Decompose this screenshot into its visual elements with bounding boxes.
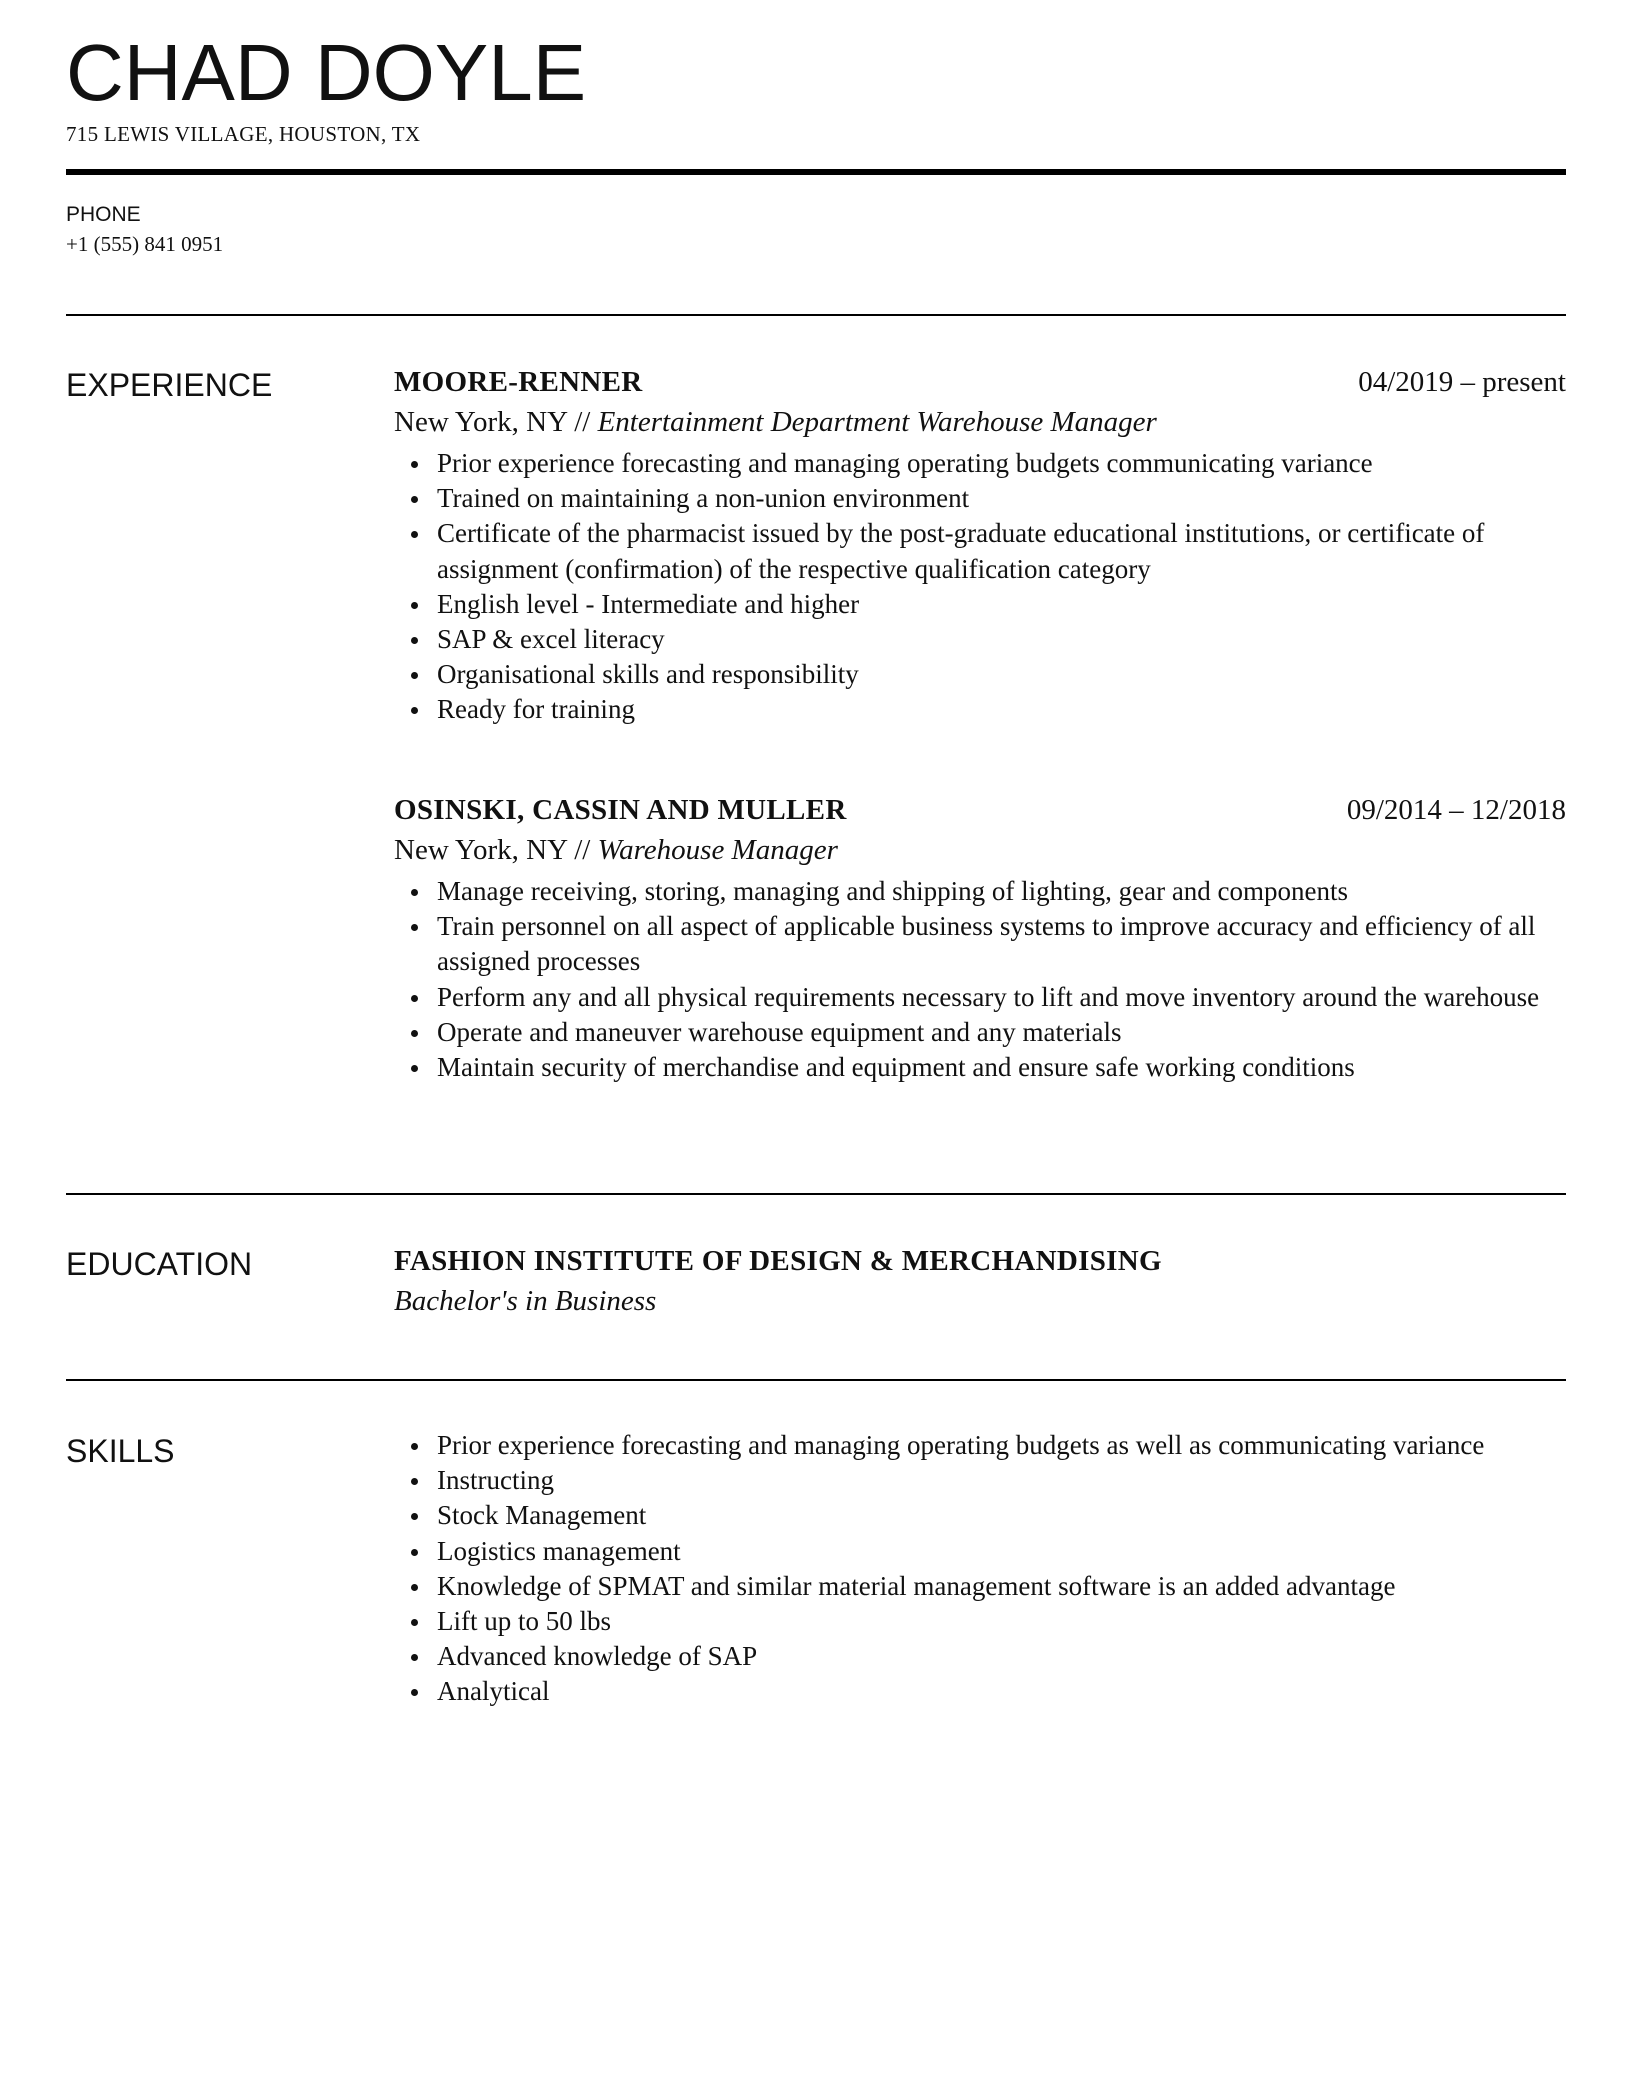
job-location: New York, NY [394,406,567,438]
skill-item [394,1428,1566,1463]
bullet-dot [411,496,418,503]
bullet-dot [411,1654,418,1661]
job-separator: // [566,834,598,866]
job-bullet [394,692,1566,727]
job-title: Entertainment Department Warehouse Manager [597,406,1157,438]
skill-text: Logistics management [437,1535,681,1566]
job-title: Warehouse Manager [597,834,838,866]
bullet-text: Certificate of the pharmacist issued by the post-graduate educational institutions, or certificate of assignment (confirmation) of the respective qualification category [437,518,1485,584]
bullet-dot [411,1549,418,1556]
skill-item [394,1674,1566,1709]
skill-item [394,1604,1566,1639]
job-subline [394,830,1566,870]
bullet-text: SAP & excel literacy [437,624,665,655]
candidate-address: 715 LEWIS VILLAGE, HOUSTON, TX [66,122,421,146]
job-header [394,362,1566,402]
skill-item [394,1534,1566,1569]
skill-text: Stock Management [437,1500,647,1531]
bullet-dot [411,637,418,644]
bullet-dot [411,531,418,538]
job-bullet-list [394,874,1566,1085]
job-bullet [394,481,1566,516]
section-divider-skills [66,1379,1566,1381]
skill-text: Knowledge of SPMAT and similar material management software is an added advantage [437,1570,1396,1601]
skill-item [394,1463,1566,1498]
education-degree: Bachelor's in Business [394,1285,657,1317]
bullet-dot [411,995,418,1002]
job-subline [394,402,1566,442]
skill-text: Advanced knowledge of SAP [437,1641,758,1672]
bullet-text: Manage receiving, storing, managing and shipping of lighting, gear and components [437,876,1349,906]
bullet-text: Prior experience forecasting and managing operating budgets communicating variance [437,448,1373,478]
job-dates: 09/2014 – 12/2018 [1346,794,1566,826]
job-bullet [394,1015,1566,1050]
job-bullet [394,909,1566,979]
education-school: FASHION INSTITUTE OF DESIGN & MERCHANDISING [394,1245,1162,1277]
section-divider-experience [66,314,1566,316]
job-location: New York, NY [394,834,567,866]
section-divider-education [66,1193,1566,1195]
job-separator: // [566,406,598,438]
bullet-text: Perform any and all physical requirements necessary to lift and move inventory around the warehouse [437,981,1540,1012]
bullet-dot [411,924,418,931]
bullet-text: Operate and maneuver warehouse equipment and any materials [437,1016,1122,1047]
skill-text: Instructing [437,1465,554,1496]
job-entry [394,790,1566,1085]
bullet-text: Ready for training [437,694,635,725]
job-bullet [394,874,1566,909]
bullet-dot [411,1584,418,1591]
bullet-dot [411,1478,418,1485]
skill-item [394,1639,1566,1674]
bullet-dot [411,1443,418,1450]
job-bullet [394,516,1566,586]
bullet-text: English level - Intermediate and higher [437,588,860,619]
skill-item [394,1498,1566,1533]
education-heading: EDUCATION [66,1246,253,1282]
job-company: OSINSKI, CASSIN AND MULLER [394,794,847,826]
bullet-dot [411,1689,418,1696]
bullet-dot [411,889,418,896]
job-bullet [394,1050,1566,1085]
bullet-dot [411,707,418,714]
job-bullet [394,657,1566,692]
skill-text: Prior experience forecasting and managing operating budgets as well as communicating variance [437,1430,1485,1460]
skills-entry [394,1428,1566,1710]
bullet-dot [411,461,418,468]
experience-heading: EXPERIENCE [66,367,273,403]
bullet-dot [411,1065,418,1072]
candidate-name: CHAD DOYLE [66,28,587,117]
bullet-dot [411,1619,418,1626]
skills-heading: SKILLS [66,1433,175,1469]
phone-label: PHONE [66,203,141,226]
skill-item [394,1569,1566,1604]
bullet-dot [411,1513,418,1520]
education-entry [394,1241,1566,1321]
header-divider [66,169,1566,175]
job-company: MOORE-RENNER [394,366,643,398]
skills-list [394,1428,1566,1710]
bullet-dot [411,1030,418,1037]
job-dates: 04/2019 – present [1358,366,1566,398]
bullet-text: Maintain security of merchandise and equipment and ensure safe working conditions [437,1052,1355,1083]
job-entry [394,362,1566,728]
job-header [394,790,1566,830]
skill-text: Analytical [437,1676,550,1707]
skill-text: Lift up to 50 lbs [437,1606,611,1637]
job-bullet-list [394,446,1566,728]
bullet-dot [411,602,418,609]
bullet-text: Trained on maintaining a non-union environment [437,483,970,514]
job-bullet [394,446,1566,481]
job-bullet [394,980,1566,1015]
bullet-text: Train personnel on all aspect of applicable business systems to improve accuracy and efficiency of all assigned processes [437,911,1536,977]
bullet-text: Organisational skills and responsibility [437,659,859,690]
bullet-dot [411,672,418,679]
job-bullet [394,622,1566,657]
job-bullet [394,587,1566,622]
phone-value: +1 (555) 841 0951 [66,232,224,256]
